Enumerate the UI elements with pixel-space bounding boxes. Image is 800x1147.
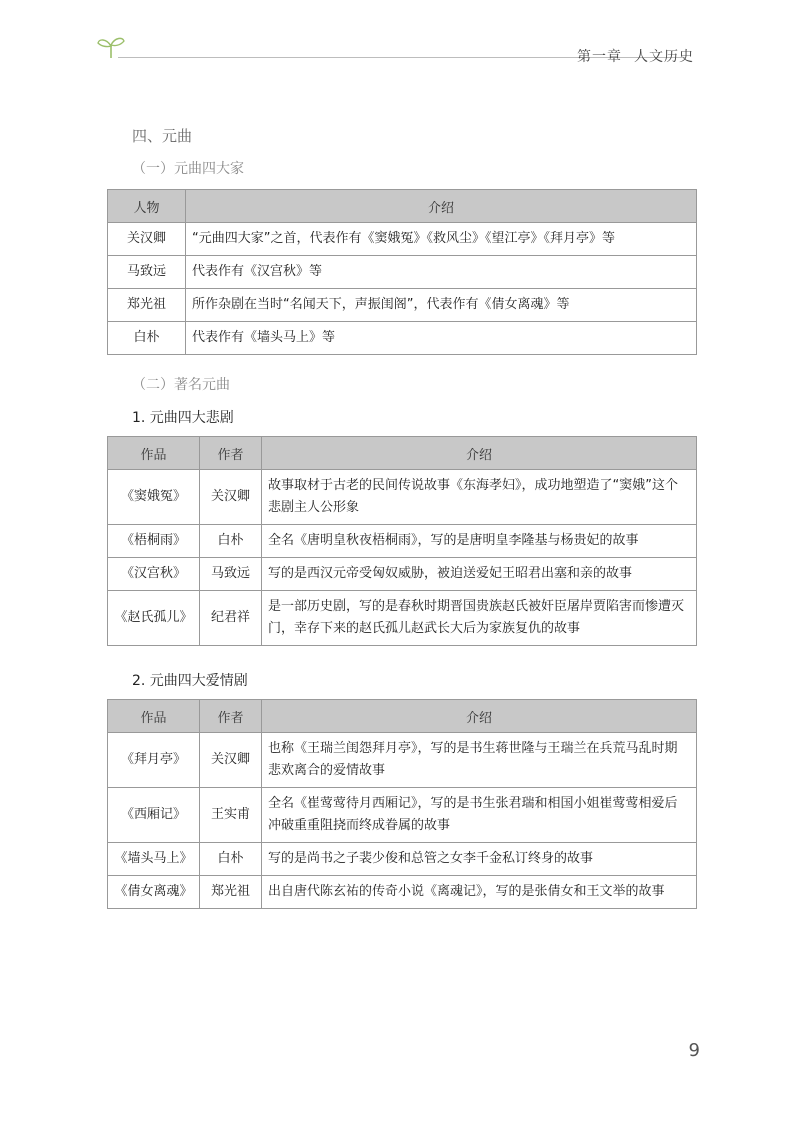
chapter-title: 人文历史 [634, 49, 694, 65]
table-row [108, 289, 697, 322]
table-header-row [108, 437, 697, 470]
column-header: 介绍 [262, 437, 697, 470]
table-row [108, 558, 697, 591]
column-header: 作品 [108, 700, 200, 733]
subsection-title-four-masters: （一）元曲四大家 [132, 161, 244, 177]
love-drama-title: 2. 元曲四大爱情剧 [132, 673, 248, 689]
intro-cell: 代表作有《汉宫秋》等 [186, 256, 697, 289]
table-row [108, 843, 697, 876]
intro-cell: 代表作有《墙头马上》等 [186, 322, 697, 355]
intro-cell: 所作杂剧在当时“名闻天下，声振闺阁”，代表作有《倩女离魂》等 [186, 289, 697, 322]
tragedy-table [107, 436, 697, 646]
love-drama-table [107, 699, 697, 909]
author-cell: 关汉卿 [200, 733, 262, 788]
work-cell: 《汉宫秋》 [108, 558, 200, 591]
chapter-heading [565, 46, 694, 66]
page-number: 9 [688, 1040, 700, 1061]
intro-cell: 故事取材于古老的民间传说故事《东海孝妇》，成功地塑造了“窦娥”这个悲剧主人公形象 [262, 470, 697, 525]
table-row [108, 788, 697, 843]
column-header: 介绍 [262, 700, 697, 733]
table-row [108, 876, 697, 909]
author-cell: 关汉卿 [200, 470, 262, 525]
intro-cell: 全名《崔莺莺待月西厢记》，写的是书生张君瑞和相国小姐崔莺莺相爱后冲破重重阻挠而终成眷属的故事 [262, 788, 697, 843]
column-header: 作者 [200, 437, 262, 470]
intro-cell: 出自唐代陈玄祐的传奇小说《离魂记》，写的是张倩女和王文举的故事 [262, 876, 697, 909]
intro-cell: 是一部历史剧，写的是春秋时期晋国贵族赵氏被奸臣屠岸贾陷害而惨遭灭门，幸存下来的赵氏孤儿赵武长大后为家族复仇的故事 [262, 591, 697, 646]
work-cell: 《墙头马上》 [108, 843, 200, 876]
person-cell: 郑光祖 [108, 289, 186, 322]
work-cell: 《西厢记》 [108, 788, 200, 843]
table-row [108, 591, 697, 646]
table-row [108, 256, 697, 289]
table-header-row [108, 190, 697, 223]
subsection-title-famous-works: （二）著名元曲 [132, 377, 230, 393]
work-cell: 《拜月亭》 [108, 733, 200, 788]
column-header: 介绍 [186, 190, 697, 223]
work-cell: 《赵氏孤儿》 [108, 591, 200, 646]
four-masters-table [107, 189, 697, 355]
author-cell: 郑光祖 [200, 876, 262, 909]
table-row [108, 525, 697, 558]
table-row [108, 470, 697, 525]
author-cell: 马致远 [200, 558, 262, 591]
intro-cell: 写的是尚书之子裴少俊和总管之女李千金私订终身的故事 [262, 843, 697, 876]
intro-cell: 全名《唐明皇秋夜梧桐雨》，写的是唐明皇李隆基与杨贵妃的故事 [262, 525, 697, 558]
column-header: 作者 [200, 700, 262, 733]
table-row [108, 223, 697, 256]
column-header: 作品 [108, 437, 200, 470]
person-cell: 白朴 [108, 322, 186, 355]
intro-cell: 写的是西汉元帝受匈奴威胁，被迫送爱妃王昭君出塞和亲的故事 [262, 558, 697, 591]
column-header: 人物 [108, 190, 186, 223]
author-cell: 王实甫 [200, 788, 262, 843]
author-cell: 纪君祥 [200, 591, 262, 646]
tragedy-title: 1. 元曲四大悲剧 [132, 410, 234, 426]
page-header [0, 0, 800, 80]
section-title: 四、元曲 [132, 127, 193, 145]
table-row [108, 733, 697, 788]
work-cell: 《梧桐雨》 [108, 525, 200, 558]
person-cell: 马致远 [108, 256, 186, 289]
table-row [108, 322, 697, 355]
work-cell: 《倩女离魂》 [108, 876, 200, 909]
author-cell: 白朴 [200, 525, 262, 558]
intro-cell: 也称《王瑞兰闺怨拜月亭》，写的是书生蒋世隆与王瑞兰在兵荒马乱时期悲欢离合的爱情故事 [262, 733, 697, 788]
table-header-row [108, 700, 697, 733]
chapter-number: 第一章 [577, 49, 622, 65]
author-cell: 白朴 [200, 843, 262, 876]
person-cell: 关汉卿 [108, 223, 186, 256]
intro-cell: “元曲四大家”之首，代表作有《窦娥冤》《救风尘》《望江亭》《拜月亭》等 [186, 223, 697, 256]
work-cell: 《窦娥冤》 [108, 470, 200, 525]
